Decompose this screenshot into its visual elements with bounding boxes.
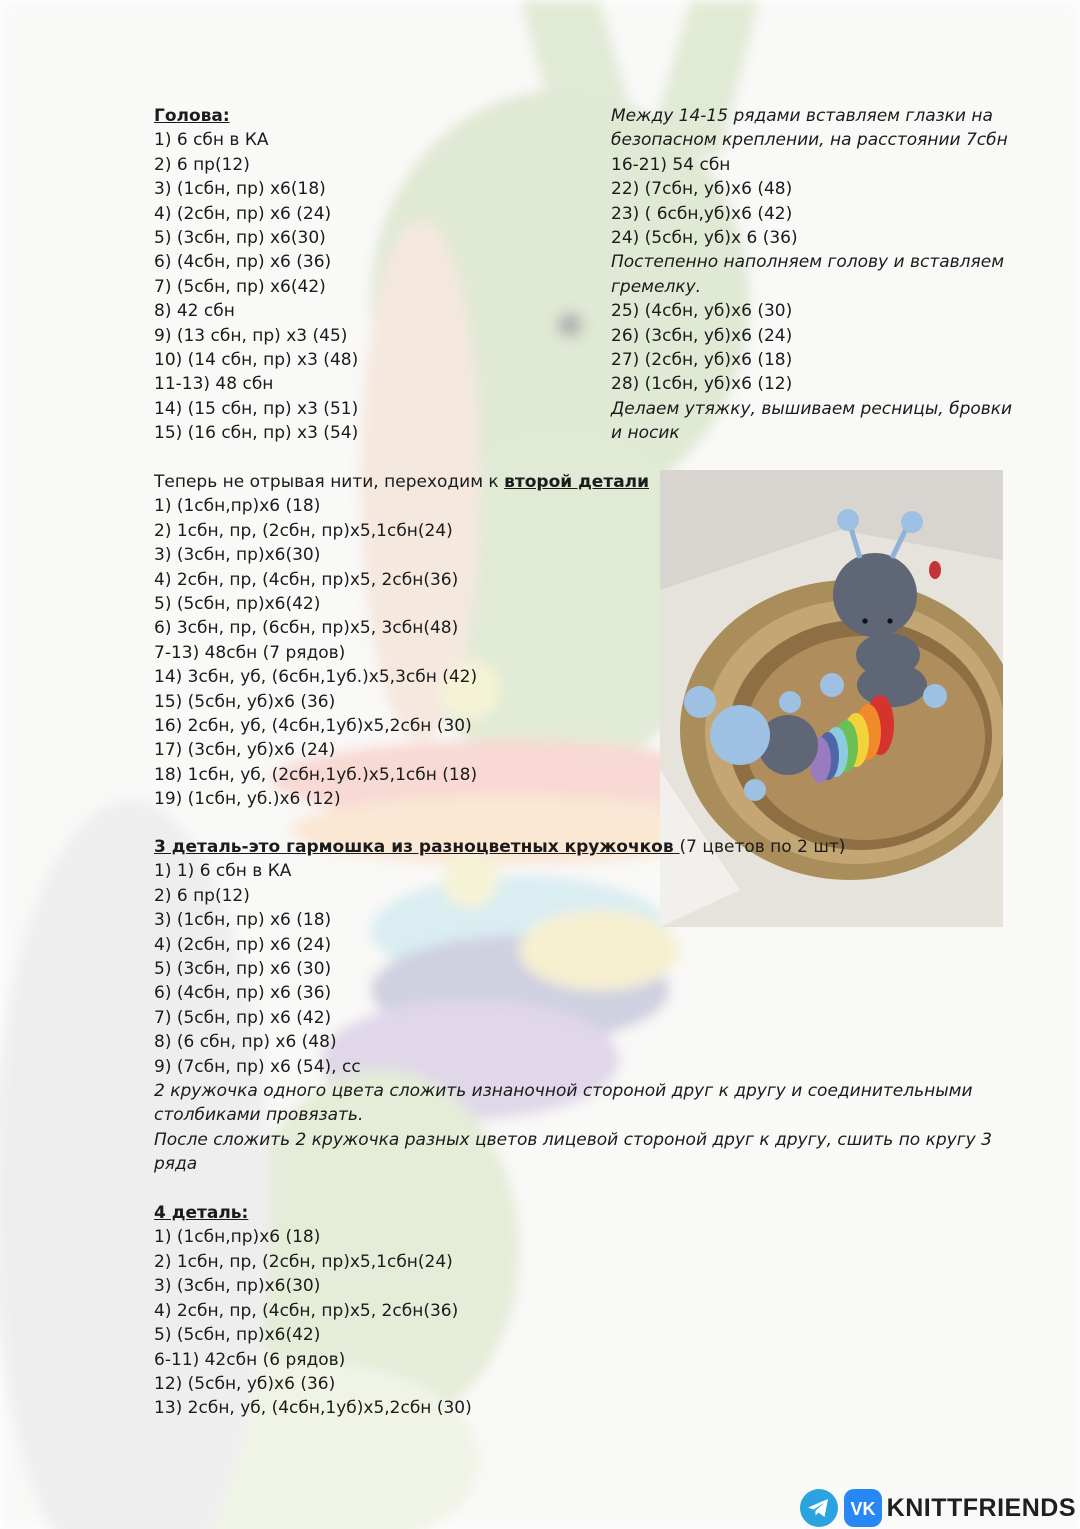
pattern-row: 4) (2сбн, пр) х6 (24): [154, 934, 332, 955]
head-section: [154, 104, 358, 446]
pattern-row: 2) 6 пр(12): [154, 885, 250, 906]
pattern-row: 1) (1сбн,пр)х6 (18): [154, 496, 321, 517]
pattern-row: 15) (5сбн, уб)х6 (36): [154, 691, 336, 712]
head-section-title: Голова:: [154, 106, 230, 126]
pattern-row: 14) (15 сбн, пр) х3 (51): [154, 398, 359, 419]
note-eyes: Между 14-15 рядами вставляем глазки на: [611, 106, 993, 126]
pattern-row: 10) (14 сбн, пр) х3 (48): [154, 350, 359, 371]
pattern-row: 7) (5сбн, пр) х6 (42): [154, 1007, 332, 1028]
pattern-row: 27) (2сбн, уб)х6 (18): [611, 350, 793, 371]
pattern-row: 15) (16 сбн, пр) х3 (54): [154, 423, 359, 444]
pattern-row: 23) ( 6сбн,уб)х6 (42): [611, 203, 793, 224]
pattern-row: 1) 6 сбн в КА: [154, 130, 269, 151]
pattern-row: 16) 2сбн, уб, (4сбн,1уб)х5,2сбн (30): [154, 716, 472, 737]
pattern-row: 5) (5сбн, пр)х6(42): [154, 594, 321, 615]
pattern-row: 2) 1сбн, пр, (2сбн, пр)х5,1сбн(24): [154, 520, 453, 541]
note-finish: и носик: [611, 423, 680, 444]
pattern-row: 16-21) 54 сбн: [611, 154, 731, 175]
note-eyes: безопасном креплении, на расстоянии 7сбн: [611, 130, 1008, 151]
note-finish: Делаем утяжку, вышиваем ресницы, бровки: [611, 398, 1013, 419]
pattern-row: 1) 1) 6 сбн в КА: [154, 861, 292, 882]
pattern-row: 28) (1сбн, уб)х6 (12): [611, 374, 793, 395]
pattern-row: 6) (4сбн, пр) х6 (36): [154, 252, 332, 273]
pattern-row: 2) 6 пр(12): [154, 154, 250, 175]
brand-footer: [799, 1487, 1076, 1529]
pattern-row: 7) (5сбн, пр) х6(42): [154, 276, 326, 297]
telegram-icon[interactable]: [799, 1488, 839, 1528]
third-part-suffix: (7 цветов по 2 шт): [679, 837, 846, 857]
pattern-row: 7-13) 48сбн (7 рядов): [154, 642, 346, 663]
third-part-note: После сложить 2 кружочка разных цветов лицевой стороной друг к другу, сшить по кругу 3: [154, 1129, 992, 1150]
vk-icon[interactable]: [843, 1488, 883, 1528]
spacer: [154, 1177, 992, 1201]
pattern-row: 4) (2сбн, пр) х6 (24): [154, 203, 332, 224]
pattern-row: 6-11) 42сбн (6 рядов): [154, 1349, 346, 1370]
pattern-row: 22) (7сбн, уб)х6 (48): [611, 179, 793, 200]
brand-name: KNITTFRIENDS: [886, 1493, 1076, 1522]
pattern-row: 14) 3сбн, уб, (6сбн,1уб.)х5,3сбн (42): [154, 667, 478, 688]
pattern-row: 2) 1сбн, пр, (2сбн, пр)х5,1сбн(24): [154, 1251, 453, 1272]
pattern-row: 5) (3сбн, пр) х6(30): [154, 228, 326, 249]
pattern-row: 24) (5сбн, уб)х 6 (36): [611, 228, 798, 249]
note-fill: Постепенно наполняем голову и вставляем: [611, 252, 1005, 273]
third-part-note: 2 кружочка одного цвета сложить изнаночной стороной друг к другу и соединительными: [154, 1081, 973, 1102]
pattern-row: 3) (3сбн, пр)х6(30): [154, 545, 321, 566]
pattern-row: 3) (3сбн, пр)х6(30): [154, 1276, 321, 1297]
pattern-row: 17) (3сбн, уб)х6 (24): [154, 740, 336, 761]
third-part-section: [154, 835, 992, 1421]
pattern-row: 9) (13 сбн, пр) х3 (45): [154, 325, 348, 346]
pattern-row: 1) (1сбн,пр)х6 (18): [154, 1227, 321, 1248]
fourth-part-title: 4 деталь:: [154, 1203, 249, 1224]
third-part-note: столбиками провязать.: [154, 1105, 364, 1126]
pattern-row: 9) (7сбн, пр) х6 (54), сс: [154, 1056, 361, 1077]
pattern-row: 3) (1сбн, пр) х6 (18): [154, 910, 332, 931]
note-fill: гремелку.: [611, 276, 702, 297]
second-part-section: [154, 470, 649, 812]
pattern-row: 11-13) 48 сбн: [154, 374, 274, 395]
pattern-row: 5) (5сбн, пр)х6(42): [154, 1325, 321, 1346]
pattern-row: 3) (1сбн, пр) х6(18): [154, 179, 326, 200]
pattern-row: 6) (4сбн, пр) х6 (36): [154, 983, 332, 1004]
second-part-intro: Теперь не отрывая нити, переходим к: [154, 472, 505, 492]
pattern-row: 4) 2сбн, пр, (4сбн, пр)х5, 2сбн(36): [154, 569, 459, 590]
second-part-heading: [154, 470, 649, 494]
pattern-row: 8) 42 сбн: [154, 301, 235, 322]
pattern-row: 19) (1сбн, уб.)х6 (12): [154, 789, 341, 810]
third-part-heading: [154, 835, 992, 859]
svg-text:VK: VK: [850, 1499, 876, 1519]
pattern-row: 8) (6 сбн, пр) х6 (48): [154, 1032, 337, 1053]
head-continued-section: [611, 104, 1012, 446]
pattern-row: 12) (5сбн, уб)х6 (36): [154, 1373, 336, 1394]
pattern-row: 25) (4сбн, уб)х6 (30): [611, 301, 793, 322]
pattern-row: 18) 1сбн, уб, (2сбн,1уб.)х5,1сбн (18): [154, 764, 478, 785]
pattern-row: 6) 3сбн, пр, (6сбн, пр)х5, 3сбн(48): [154, 618, 459, 639]
pattern-row: 26) (3сбн, уб)х6 (24): [611, 325, 793, 346]
second-part-title: второй детали: [504, 472, 650, 492]
pattern-row: 4) 2сбн, пр, (4сбн, пр)х5, 2сбн(36): [154, 1300, 459, 1321]
pattern-row: 13) 2сбн, уб, (4сбн,1уб)х5,2сбн (30): [154, 1398, 472, 1419]
third-part-title: 3 деталь-это гармошка из разноцветных кружочков: [154, 837, 680, 857]
third-part-note: ряда: [154, 1154, 198, 1175]
pattern-row: 5) (3сбн, пр) х6 (30): [154, 959, 332, 980]
